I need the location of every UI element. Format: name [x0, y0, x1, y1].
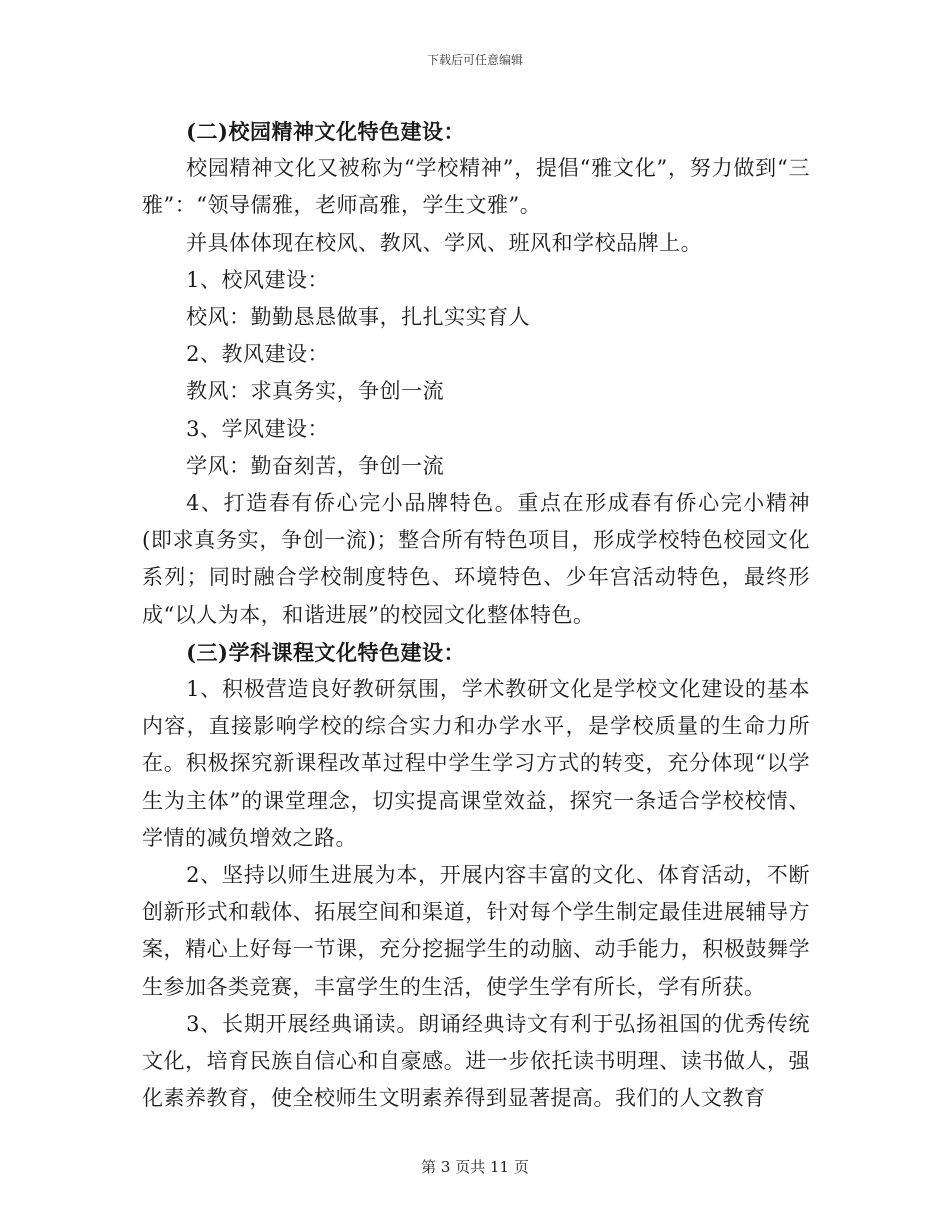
- section-heading-spirit-culture: (二)校园精神文化特色建设：: [186, 119, 465, 144]
- subheading-school-style: 1、校风建设：: [186, 267, 329, 292]
- paragraph-spirit-intro: 校园精神文化又被称为“学校精神”，提倡“雅文化”，努力做到“三雅”：“领导儒雅，老师高雅，学生文雅”。: [142, 156, 810, 218]
- document-body: [142, 113, 810, 1117]
- section-heading-curriculum-culture: (三)学科课程文化特色建设：: [186, 639, 465, 665]
- subheading-teaching-style: 2、教风建设：: [186, 342, 329, 367]
- paragraph-school-style: 校风：勤勤恳恳做事，扎扎实实育人: [186, 305, 531, 330]
- subheading-study-style: 3、学风建设：: [186, 416, 329, 441]
- paragraph-classic-reading: 3、长期开展经典诵读。朗诵经典诗文有利于弘扬祖国的优秀传统文化，培育民族自信心和自豪感。进一步依托读书明理、读书做人，强化素养教育，使全校师生文明素养得到显著提高。我们的人文教育: [142, 1011, 810, 1111]
- page-number-footer: 第 3 页共 11 页: [421, 1158, 529, 1176]
- paragraph-teaching-research: 1、积极营造良好教研氛围，学术教研文化是学校文化建设的基本内容，直接影响学校的综合实力和办学水平，是学校质量的生命力所在。积极探究新课程改革过程中学生学习方式的转变，充分体现“以学生为主体”的课堂理念，切实提高课堂效益，探究一条适合学校校情、学情的减负增效之路。: [142, 677, 810, 850]
- paragraph-study-style: 学风：勤奋刻苦，争创一流: [186, 453, 445, 478]
- paragraph-teaching-style: 教风：求真务实，争创一流: [186, 379, 445, 404]
- paragraph-brand-feature: 4、打造春有侨心完小品牌特色。重点在形成春有侨心完小精神(即求真务实，争创一流)；整合所有特色项目，形成学校特色校园文化系列；同时融合学校制度特色、环境特色、少年宫活动特色，最终形成“以人为本，和谐进展”的校园文化整体特色。: [142, 491, 810, 627]
- paragraph-student-development: 2、坚持以师生进展为本，开展内容丰富的文化、体育活动，不断创新形式和载体、拓展空间和渠道，针对每个学生制定最佳进展辅导方案，精心上好每一节课，充分挖掘学生的动脑、动手能力，积极鼓舞学生参加各类竞赛，丰富学生的生活，使学生学有所长，学有所获。: [142, 863, 810, 999]
- paragraph-embodiment: 并具体体现在校风、教风、学风、班风和学校品牌上。: [186, 230, 703, 255]
- page-header-note: 下载后可任意编辑: [426, 53, 523, 67]
